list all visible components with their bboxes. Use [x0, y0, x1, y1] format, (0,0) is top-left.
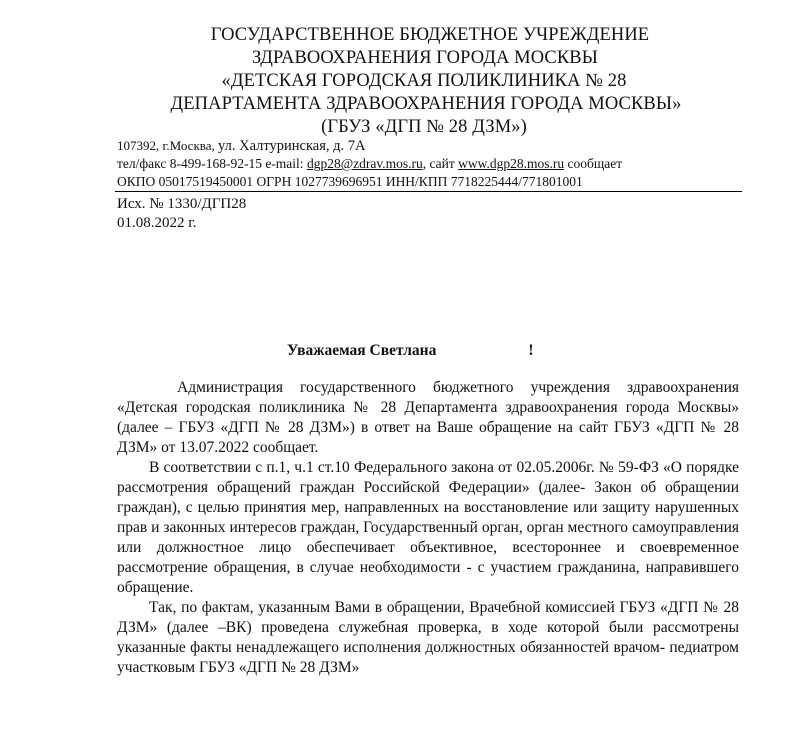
greeting-end: ! — [528, 342, 534, 359]
site-suffix: сообщает — [564, 156, 623, 171]
letterhead — [0, 24, 812, 139]
email-link[interactable]: dgp28@zdrav.mos.ru — [306, 156, 423, 171]
paragraph-2: В соответствии с п.1, ч.1 ст.10 Федерального закона от 02.05.2006г. № 59-ФЗ «О порядке рассмотрения обращений граждан Российской Федерации» (далее- Закон об обращении граждан), с целью принятия мер, направленных на восстановление или защиту нарушенных прав и законных интересов граждан, Государственный орган, орган местного самоуправления или должностное лицо обеспечивает объективное, всестороннее и своевременное рассмотрение обращения, в случае необходимости - с участием гражданина, направившего обращение. — [117, 459, 739, 596]
site-prefix: , сайт — [422, 156, 459, 171]
letterhead-line-1: ГОСУДАРСТВЕННОЕ БЮДЖЕТНОЕ УЧРЕЖДЕНИЕ — [210, 25, 650, 45]
greeting-text: Уважаемая Светлана — [287, 342, 437, 359]
letterhead-line-2: ЗДРАВООХРАНЕНИЯ ГОРОДА МОСКВЫ — [252, 48, 598, 68]
outgoing-date: 01.08.2022 г. — [117, 215, 197, 231]
letterhead-line-4: ДЕПАРТАМЕНТА ЗДРАВООХРАНЕНИЯ ГОРОДА МОСКВЫ» — [170, 94, 682, 114]
address-prefix: 107392, г.Москва, — [117, 138, 218, 153]
registry-codes: ОКПО 05017519450001 ОГРН 1027739696951 ИНН/КПП 7718225444/771801001 — [117, 174, 583, 189]
letter-body — [117, 378, 739, 678]
address-street: ул. Халтуринская, д. 7А — [218, 138, 366, 154]
letterhead-line-3: «ДЕТСКАЯ ГОРОДСКАЯ ПОЛИКЛИНИКА № 28 — [221, 71, 627, 91]
paragraph-3: Так, по фактам, указанным Вами в обращении, Врачебной комиссией ГБУЗ «ДГП № 28 ДЗМ» (далее –ВК) проведена служебная проверка, в ходе которой были рассмотрены указанные факты ненадлежащего исполнения должностных обязанностей врачом- педиатром участковым ГБУЗ «ДГП № 28 ДЗМ» — [117, 599, 739, 676]
header-divider — [115, 191, 742, 192]
phone-prefix: тел/факс 8-499-168-92-15 e-mail: — [117, 156, 307, 171]
paragraph-1: Администрация государственного бюджетного учреждения здравоохранения «Детская городская поликлиника № 28 Департамента здравоохранения города Москвы» (далее – ГБУЗ «ДГП № 28 ДЗМ») в ответ на Ваше обращение на сайт ГБУЗ «ДГП № 28 ДЗМ» от 13.07.2022 сообщает. — [117, 379, 739, 456]
greeting — [287, 342, 534, 360]
outgoing-number: Исх. № 1330/ДГП28 — [117, 196, 247, 212]
site-link[interactable]: www.dgp28.mos.ru — [458, 156, 565, 171]
letterhead-line-5: (ГБУЗ «ДГП № 28 ДЗМ») — [321, 117, 527, 137]
contact-line — [117, 156, 737, 172]
address — [117, 138, 737, 155]
outgoing-reference — [117, 195, 246, 233]
